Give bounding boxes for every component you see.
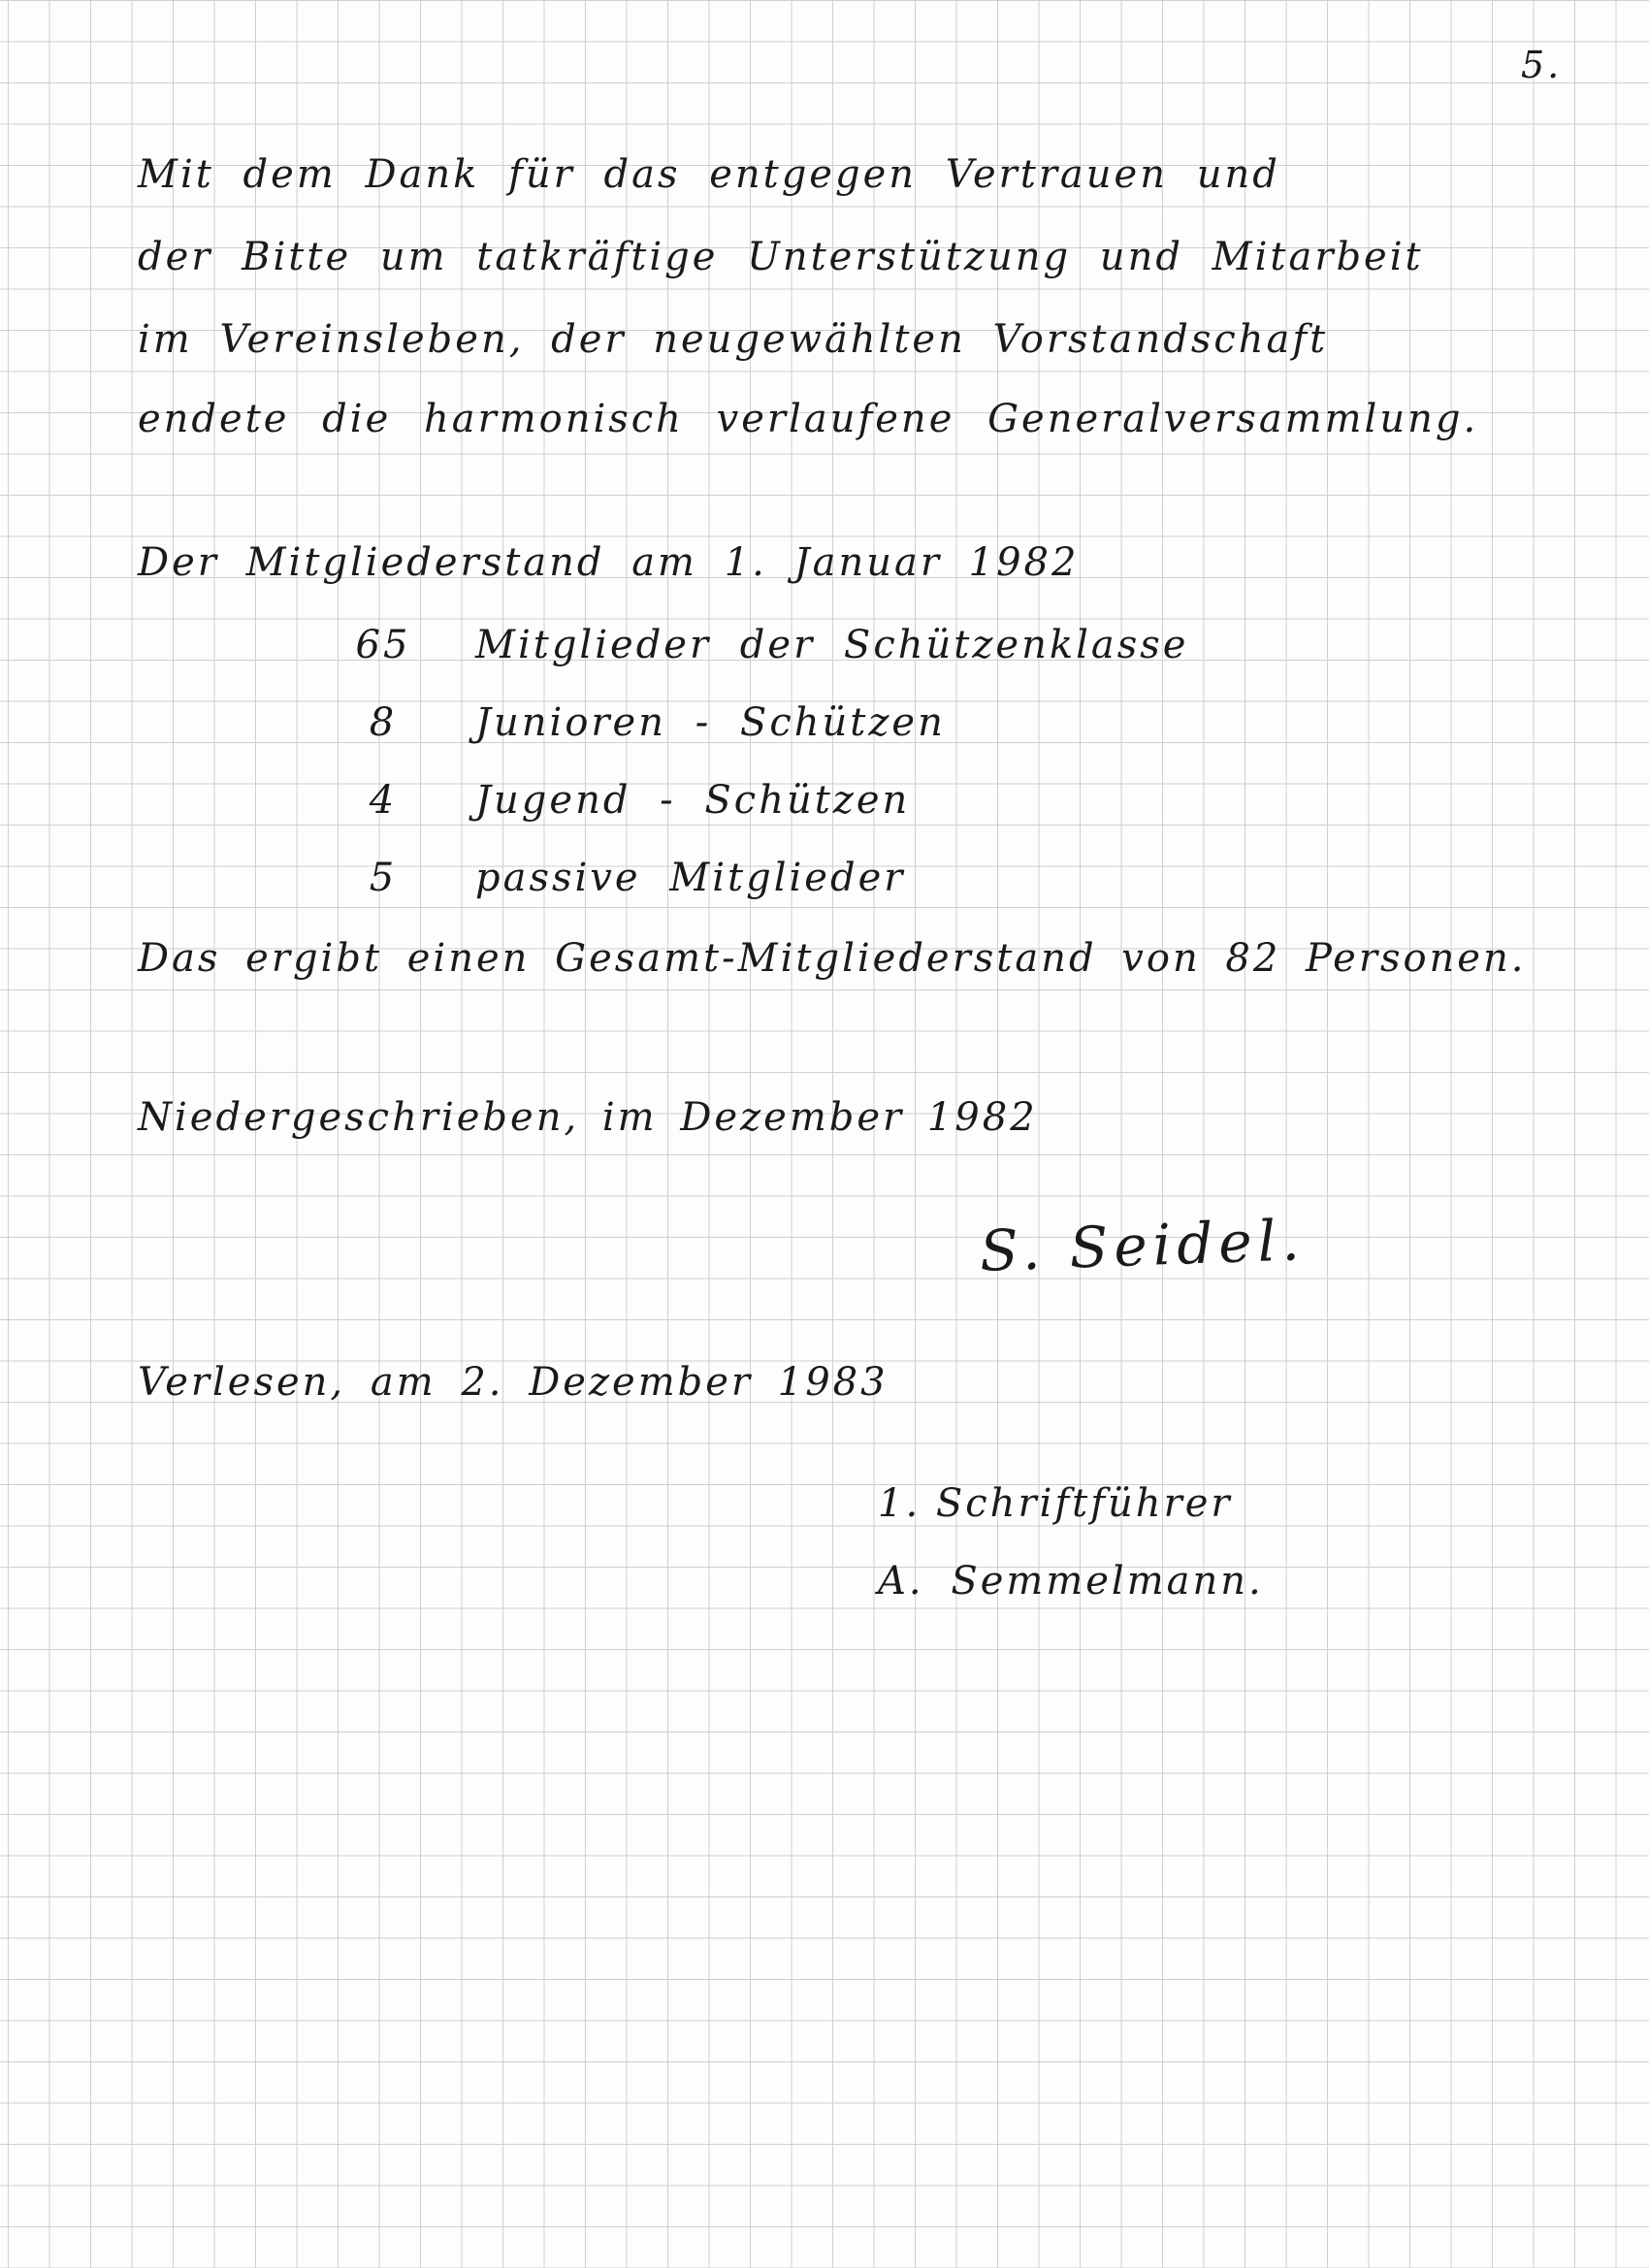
roster-label: Mitglieder der Schützenklasse: [475, 623, 1189, 667]
roster-count: 8: [369, 700, 398, 745]
page-number: 5.: [1521, 44, 1563, 86]
written-date-line: Niedergeschrieben, im Dezember 1982: [138, 1095, 1038, 1140]
roster-total-line: Das ergibt einen Gesamt-Mitgliederstand von 82 Personen.: [138, 936, 1527, 981]
closing-paragraph-line-4: endete die harmonisch verlaufene Generalversammlung.: [138, 397, 1479, 441]
signature-seidel: S. Seidel.: [978, 1207, 1307, 1284]
roster-count: 5: [369, 856, 398, 900]
roster-label: Junioren - Schützen: [475, 700, 946, 745]
closing-paragraph-line-1: Mit dem Dank für das entgegen Vertrauen und: [138, 152, 1280, 197]
roster-count: 4: [369, 778, 398, 823]
secretary-title: 1. Schriftführer: [878, 1481, 1233, 1526]
closing-paragraph-line-3: im Vereinsleben, der neugewählten Vorstandschaft: [138, 317, 1329, 362]
closing-paragraph-line-2: der Bitte um tatkräftige Unterstützung und Mitarbeit: [138, 235, 1424, 279]
roster-label: Jugend - Schützen: [475, 778, 911, 823]
roster-heading: Der Mitgliederstand am 1. Januar 1982: [138, 540, 1080, 585]
read-date-line: Verlesen, am 2. Dezember 1983: [138, 1360, 889, 1405]
roster-count: 65: [355, 623, 411, 667]
secretary-name: A. Semmelmann.: [878, 1559, 1264, 1604]
roster-label: passive Mitglieder: [475, 856, 906, 900]
